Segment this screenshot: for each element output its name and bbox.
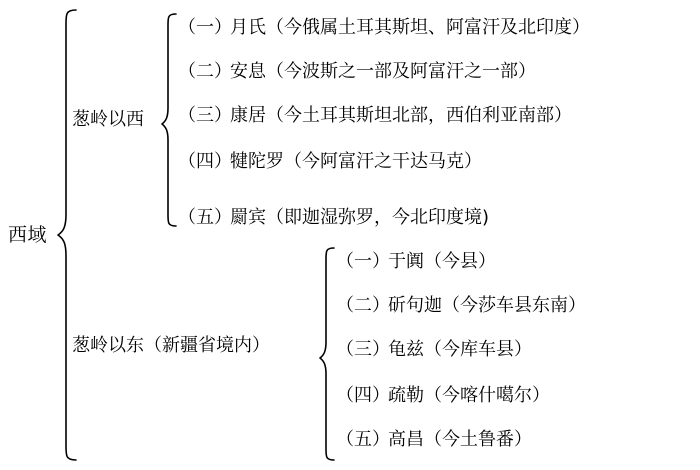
item-name: 斫句迦 [388,295,442,316]
list-item [178,60,536,84]
item-name: 犍陀罗 [230,151,284,172]
list-item [336,428,532,452]
item-number: （五） [336,429,390,450]
list-item [178,104,572,128]
item-name: 安息 [230,61,266,82]
list-item [336,250,496,274]
list-item [178,206,489,230]
group-label-west: 葱岭以西 [72,109,144,130]
item-name: 龟兹 [388,339,424,360]
item-name: 月氏 [230,17,266,38]
list-item [336,384,550,408]
item-name: 高昌 [388,429,424,450]
item-note: （今库车县） [424,339,532,360]
item-number: （二） [178,61,232,82]
list-item [336,338,532,362]
item-name: 罽宾 [230,207,266,228]
group-label-east: 葱岭以东（新疆省境内） [72,335,270,356]
group-brace-west [160,12,178,228]
item-note: （今喀什噶尔） [424,385,550,406]
item-note: （今莎车县东南） [442,295,586,316]
item-note: （今土耳其斯坦北部，西伯利亚南部） [266,105,572,126]
list-item [178,150,482,174]
group-brace-east [318,246,336,462]
item-number: （四） [178,151,232,172]
item-number: （一） [336,251,390,272]
list-item [178,16,590,40]
list-item [336,294,586,318]
item-note: （即迦湿弥罗，今北印度境) [266,207,490,228]
item-note: （今俄属土耳其斯坦、阿富汗及北印度） [266,17,590,38]
item-note: （今波斯之一部及阿富汗之一部） [266,61,536,82]
item-number: （三） [336,339,390,360]
item-note: （今阿富汗之干达马克） [284,151,482,172]
item-note: （今县） [424,251,496,272]
item-number: （一） [178,17,232,38]
item-name: 康居 [230,105,266,126]
item-number: （三） [178,105,232,126]
item-name: 疏勒 [388,385,424,406]
item-number: （二） [336,295,390,316]
item-note: （今土鲁番） [424,429,532,450]
root-label: 西域 [8,224,48,246]
item-name: 于阗 [388,251,424,272]
item-number: （五） [178,207,232,228]
item-number: （四） [336,385,390,406]
root-brace [56,8,78,462]
